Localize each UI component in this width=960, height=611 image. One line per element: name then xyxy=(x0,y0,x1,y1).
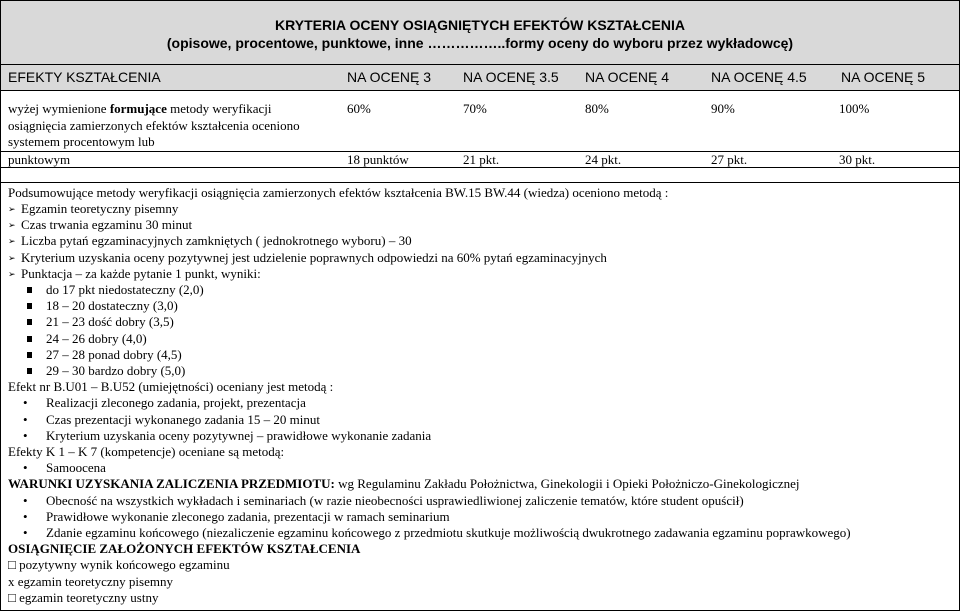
bullet-arrow-icon: ➢ xyxy=(8,268,16,279)
list-item: 21 – 23 dość dobry (3,5) xyxy=(8,314,953,330)
checkbox-icon: □ xyxy=(8,557,16,573)
conditions-bullets xyxy=(8,493,953,542)
list-item: ➢ Egzamin teoretyczny pisemny xyxy=(8,201,179,216)
square-bullet-icon xyxy=(27,287,32,293)
percent-grade-3-5: 70% xyxy=(463,101,487,116)
skills-intro: Efekt nr B.U01 – B.U52 (umiejętności) oceniany jest metodą : xyxy=(8,379,334,395)
header-grade-3: NA OCENĘ 3 xyxy=(347,69,432,85)
summary-section xyxy=(8,185,953,606)
bullet-arrow-icon: ➢ xyxy=(8,236,16,247)
divider xyxy=(0,182,960,183)
summary-intro: Podsumowujące metody weryfikacji osiągnięcia zamierzonych efektów kształcenia BW.15 BW.44 (wiedza) oceniono metodą : xyxy=(8,185,669,200)
confirm-item: □ egzamin teoretyczny ustny xyxy=(8,589,159,605)
list-item: • Obecność na wszystkich wykładach i seminariach (w razie nieobecności usprawiedliwionej zaliczenie tematów, które student opuścił) xyxy=(23,492,744,508)
divider xyxy=(0,0,960,1)
divider xyxy=(0,0,1,611)
bullet-dot-icon: • xyxy=(23,427,28,443)
competence-intro: Efekty K 1 – K 7 (kompetencje) oceniane są metodą: xyxy=(8,444,285,460)
square-bullet-icon xyxy=(27,368,32,374)
conditions-heading: WARUNKI UZYSKANIA ZALICZENIA PRZEDMIOTU: wg Regulaminu Zakładu Położnictwa, Ginekologii i Opieki Położniczo-Ginekologicznej xyxy=(8,476,800,492)
score-list xyxy=(8,282,953,379)
row2-label: punktowym xyxy=(8,152,71,167)
row1-description-line3: systemem procentowym lub xyxy=(8,134,155,149)
bullet-arrow-icon: ➢ xyxy=(8,220,16,231)
bullet-arrow-icon: ➢ xyxy=(8,204,16,214)
list-item: ➢ Kryterium uzyskania oceny pozytywnej jest udzielenie poprawnych odpowiedzi na 60% pytań egzaminacyjnych xyxy=(8,249,607,265)
list-item: 18 – 20 dostateczny (3,0) xyxy=(8,298,953,314)
percent-grade-4: 80% xyxy=(585,101,609,116)
square-bullet-icon xyxy=(27,336,32,342)
list-item: • Zdanie egzaminu końcowego (niezaliczenie egzaminu końcowego z przedmiotu skutkuje możliwością dwukrotnego zadawania egzaminu poprawkowego) xyxy=(23,525,851,541)
bullet-dot-icon: • xyxy=(23,508,28,524)
header-grade-5: NA OCENĘ 5 xyxy=(841,69,926,85)
checked-mark-icon: x xyxy=(8,573,15,589)
bullet-dot-icon: • xyxy=(23,395,28,411)
confirm-item: x egzamin teoretyczny pisemny xyxy=(8,573,173,589)
points-grade-5: 30 pkt. xyxy=(839,152,876,167)
confirm-title: OSIĄGNIĘCIE ZAŁOŻONYCH EFEKTÓW KSZTAŁCENIA xyxy=(8,541,361,557)
list-item: • Kryterium uzyskania oceny pozytywnej – prawidłowe wykonanie zadania xyxy=(23,427,432,443)
header-grade-4: NA OCENĘ 4 xyxy=(585,69,670,85)
percent-grade-5: 100% xyxy=(839,101,870,116)
row1-description-line2: osiągnięcia zamierzonych efektów kształcenia oceniono xyxy=(8,118,300,133)
exam-bullets xyxy=(8,201,953,282)
header-grade-3-5: NA OCENĘ 3.5 xyxy=(463,69,559,85)
points-grade-3-5: 21 pkt. xyxy=(463,152,500,167)
bullet-arrow-icon: ➢ xyxy=(8,252,16,263)
list-item: 29 – 30 bardzo dobry (5,0) xyxy=(8,363,953,379)
page-title: KRYTERIA OCENY OSIĄGNIĘTYCH EFEKTÓW KSZTAŁCENIA xyxy=(275,17,685,33)
divider xyxy=(0,90,960,91)
list-item: • Prawidłowe wykonanie zleconego zadania, prezentacji w ramach seminarium xyxy=(23,508,450,524)
points-grade-4: 24 pkt. xyxy=(585,152,622,167)
bullet-dot-icon: • xyxy=(23,492,28,508)
square-bullet-icon xyxy=(27,303,32,309)
percent-grade-3: 60% xyxy=(347,101,371,116)
divider xyxy=(0,64,960,65)
percent-grade-4-5: 90% xyxy=(711,101,735,116)
header-effects: EFEKTY KSZTAŁCENIA xyxy=(8,69,161,85)
points-grade-4-5: 27 pkt. xyxy=(711,152,748,167)
bullet-dot-icon: • xyxy=(23,411,28,427)
bullet-dot-icon: • xyxy=(23,460,28,476)
list-item: 24 – 26 dobry (4,0) xyxy=(8,331,953,347)
square-bullet-icon xyxy=(27,319,32,325)
list-item: ➢ Czas trwania egzaminu 30 minut xyxy=(8,217,193,233)
square-bullet-icon xyxy=(27,352,32,358)
list-item: do 17 pkt niedostateczny (2,0) xyxy=(8,282,953,298)
list-item: • Samoocena xyxy=(23,460,106,476)
list-item: • Realizacji zleconego zadania, projekt, prezentacja xyxy=(23,395,306,411)
bullet-dot-icon: • xyxy=(23,525,28,541)
row1-description: wyżej wymienione formujące metody weryfikacji xyxy=(8,101,272,116)
confirm-item: □ pozytywny wynik końcowego egzaminu xyxy=(8,557,230,573)
list-item: ➢ Punktacja – za każde pytanie 1 punkt, wyniki: xyxy=(8,265,261,281)
skills-bullets xyxy=(8,395,953,444)
list-item: ➢ Liczba pytań egzaminacyjnych zamkniętych ( jednokrotnego wyboru) – 30 xyxy=(8,233,412,249)
list-item: • Czas prezentacji wykonanego zadania 15 – 20 minut xyxy=(23,411,320,427)
page-subtitle: (opisowe, procentowe, punktowe, inne ……………..formy oceny do wyboru przez wykładowcę) xyxy=(166,35,794,51)
list-item: 27 – 28 ponad dobry (4,5) xyxy=(8,347,953,363)
points-grade-3: 18 punktów xyxy=(347,152,409,167)
competence-bullets xyxy=(8,460,953,476)
header-grade-4-5: NA OCENĘ 4.5 xyxy=(711,69,807,85)
checkbox-icon: □ xyxy=(8,589,16,605)
